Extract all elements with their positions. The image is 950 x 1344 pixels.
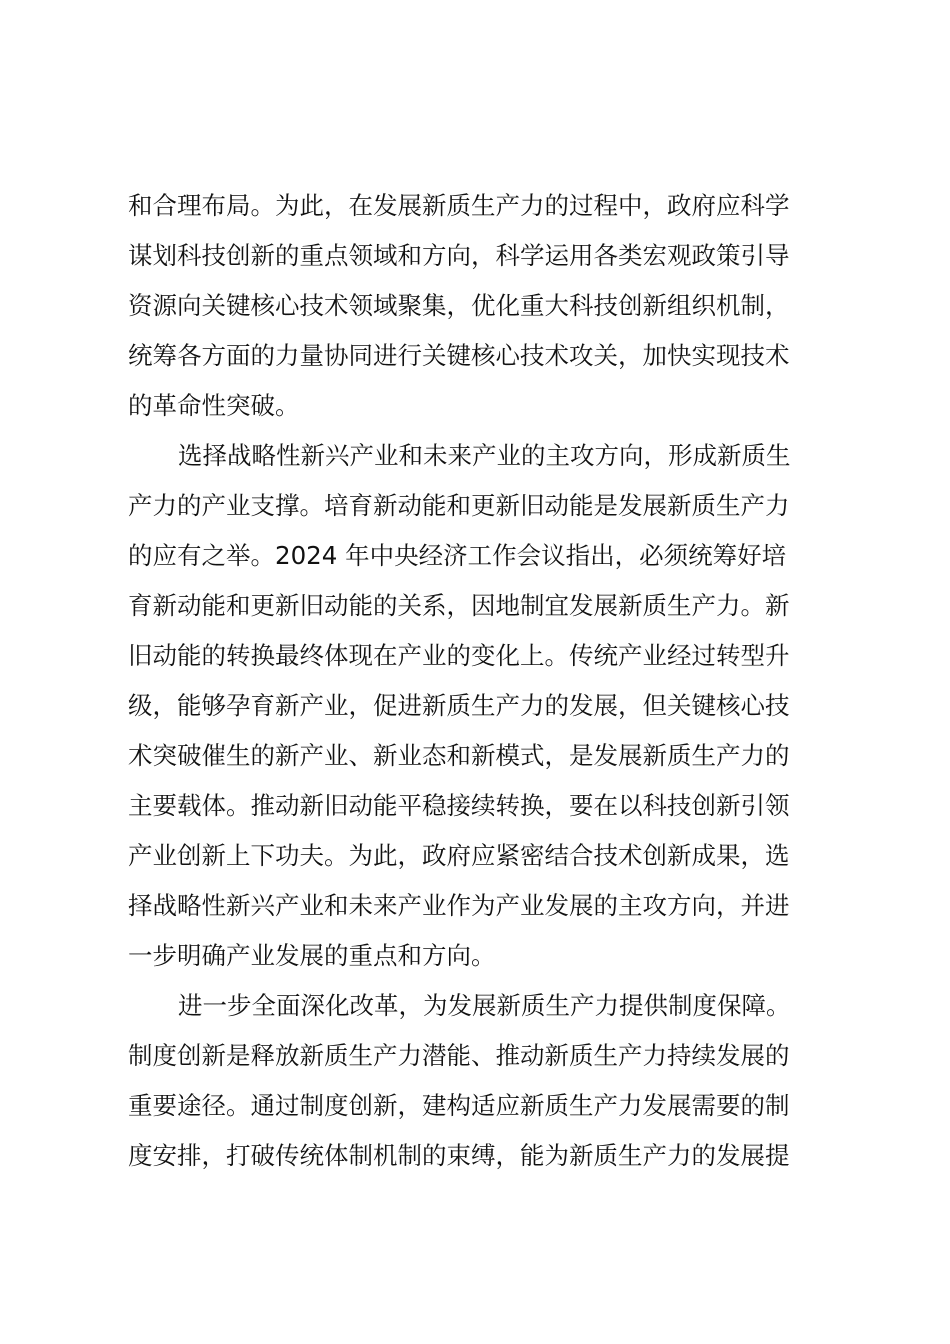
text-line-20: 度安排，打破传统体制机制的束缚，能为新质生产力的发展提 bbox=[128, 1141, 790, 1170]
text-line-16: 一步明确产业发展的重点和方向。 bbox=[128, 941, 496, 970]
text-line-11: 级，能够孕育新产业，促进新质生产力的发展，但关键核心技 bbox=[128, 691, 790, 720]
paragraph-3-first-line: 进一步全面深化改革，为发展新质生产力提供制度保障。 bbox=[178, 991, 791, 1020]
body-text bbox=[128, 181, 833, 1181]
text-line-3: 资源向关键核心技术领域聚集，优化重大科技创新组织机制， bbox=[128, 291, 790, 320]
text-line-9: 育新动能和更新旧动能的关系，因地制宜发展新质生产力。新 bbox=[128, 591, 790, 620]
text-line-12: 术突破催生的新产业、新业态和新模式，是发展新质生产力的 bbox=[128, 741, 790, 770]
text-line-10: 旧动能的转换最终体现在产业的变化上。传统产业经过转型升 bbox=[128, 641, 790, 670]
text-line-18: 制度创新是释放新质生产力潜能、推动新质生产力持续发展的 bbox=[128, 1041, 790, 1070]
text-line-7: 产力的产业支撑。培育新动能和更新旧动能是发展新质生产力 bbox=[128, 491, 790, 520]
text-line-4: 统筹各方面的力量协同进行关键核心技术攻关，加快实现技术 bbox=[128, 341, 790, 370]
text-line-5: 的革命性突破。 bbox=[128, 391, 300, 420]
text-line-13: 主要载体。推动新旧动能平稳接续转换，要在以科技创新引领 bbox=[128, 791, 790, 820]
text-line-2: 谋划科技创新的重点领域和方向，科学运用各类宏观政策引导 bbox=[128, 241, 790, 270]
paragraph-2-first-line: 选择战略性新兴产业和未来产业的主攻方向，形成新质生 bbox=[178, 441, 791, 470]
text-line-15: 择战略性新兴产业和未来产业作为产业发展的主攻方向，并进 bbox=[128, 891, 790, 920]
text-line-14: 产业创新上下功夫。为此，政府应紧密结合技术创新成果，选 bbox=[128, 841, 790, 870]
text-line-1: 和合理布局。为此，在发展新质生产力的过程中，政府应科学 bbox=[128, 191, 790, 220]
text-line-19: 重要途径。通过制度创新，建构适应新质生产力发展需要的制 bbox=[128, 1091, 790, 1120]
text-line-8: 的应有之举。2024 年中央经济工作会议指出，必须统筹好培 bbox=[128, 541, 787, 570]
